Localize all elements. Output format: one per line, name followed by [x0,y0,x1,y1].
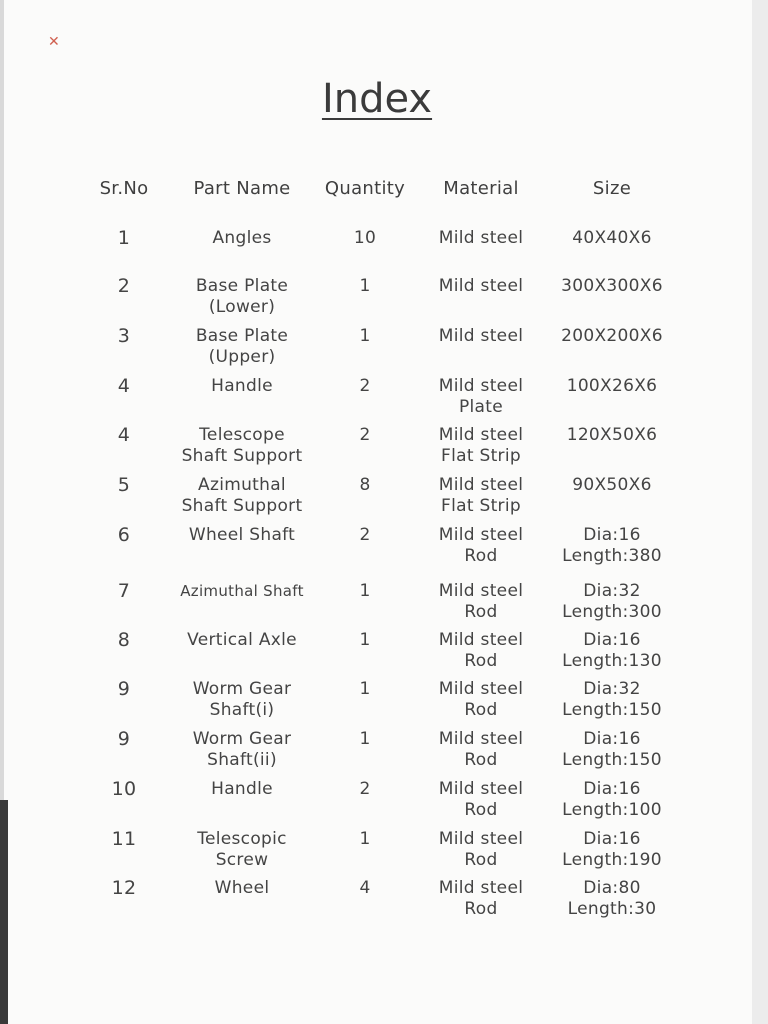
cell-part-name [164,829,320,871]
header-quantity: Quantity [324,178,406,199]
header-part-name: Part Name [193,178,291,199]
cell-size-line: 200X200X6 [561,326,663,346]
cell-size [552,679,672,721]
cell-material-line: Mild steel [438,581,524,601]
cell-part-name [164,376,320,397]
cell-size-line: Dia:16 [583,829,641,849]
cell-part-name [164,425,320,467]
cell-material [410,276,552,297]
cell-quantity-line: 1 [359,829,371,849]
cell-quantity [320,779,410,800]
cell-sr-no [84,878,164,899]
cell-material [410,376,552,418]
cell-material-line: Rod [464,750,498,770]
cell-size-line: Dia:16 [583,525,641,545]
cell-part-name [164,276,320,318]
cell-quantity-line: 2 [359,376,371,396]
cell-part-name-line: Azimuthal Shaft [180,582,304,600]
cell-part-name-line: Base Plate [195,326,289,346]
cell-part-name-line: Shaft(i) [209,700,275,720]
cell-sr-no [84,779,164,800]
cell-size-line: 300X300X6 [561,276,663,296]
cell-size [552,376,672,397]
cell-sr-no [84,630,164,651]
cell-part-name-line: Angles [212,228,272,248]
cell-part-name-line: Worm Gear [192,679,292,699]
cell-quantity-line: 8 [359,475,371,495]
cell-part-name [164,475,320,517]
cell-material-line: Mild steel [438,276,524,296]
cell-part-name-line: Handle [211,376,273,396]
cell-part-name-line: Azimuthal [198,475,286,495]
cell-material-line: Mild steel [438,679,524,699]
cell-material-line: Mild steel [438,729,524,749]
cell-sr-no [84,475,164,496]
cell-part-name [164,581,320,602]
cell-material-line: Rod [464,602,498,622]
cell-quantity-line: 2 [359,425,371,445]
cell-sr-no-line: 2 [117,275,131,297]
cell-material [410,630,552,672]
cell-sr-no-line: 3 [117,325,131,347]
cell-part-name-line: Wheel Shaft [188,525,296,545]
cell-sr-no-line: 11 [111,828,137,850]
cell-part-name [164,525,320,546]
cell-quantity-line: 1 [359,630,371,650]
cell-material-line: Rod [464,899,498,919]
cell-size [552,729,672,771]
cell-material [410,228,552,249]
cell-size [552,630,672,672]
cell-size-line: Length:150 [562,700,662,720]
cell-size [552,525,672,567]
cell-material-line: Rod [464,651,498,671]
header-sr-no: Sr.No [99,178,149,199]
cell-sr-no-line: 8 [117,629,131,651]
cell-size-line: Dia:16 [583,630,641,650]
cell-size-line: Length:380 [562,546,662,566]
cell-sr-no [84,525,164,546]
cell-material [410,475,552,517]
cell-sr-no [84,425,164,446]
cell-size [552,829,672,871]
cell-size-line: Length:100 [562,800,662,820]
header-material: Material [443,178,519,199]
cell-material-line: Mild steel [438,630,524,650]
cell-material [410,525,552,567]
header-size: Size [592,178,632,199]
cell-material-line: Mild steel [438,475,524,495]
cell-size-line: Dia:16 [583,729,641,749]
cell-material [410,729,552,771]
cell-quantity-line: 1 [359,276,371,296]
cell-sr-no-line: 1 [117,227,131,249]
cell-quantity-line: 1 [359,679,371,699]
cell-sr-no [84,376,164,397]
cell-sr-no-line: 10 [111,778,137,800]
cell-part-name-line: Shaft Support [181,496,303,516]
cell-size-line: Length:30 [567,899,657,919]
cell-size-line: Length:300 [562,602,662,622]
cell-part-name [164,228,320,249]
cell-sr-no [84,228,164,249]
cell-sr-no-line: 9 [117,728,131,750]
cell-material [410,326,552,347]
cell-size [552,276,672,297]
cell-sr-no-line: 4 [117,375,131,397]
page-title [4,76,750,122]
cell-quantity [320,276,410,297]
cell-quantity-line: 10 [353,228,377,248]
cell-quantity [320,581,410,602]
cell-part-name [164,326,320,368]
cell-material-line: Mild steel [438,376,524,396]
cell-material [410,829,552,871]
cell-sr-no [84,829,164,850]
cell-material [410,679,552,721]
cell-quantity [320,878,410,899]
pen-mark: ✕ [48,34,60,50]
cell-part-name [164,779,320,800]
cell-sr-no-line: 7 [117,580,131,602]
cell-part-name-line: Handle [211,779,273,799]
cell-sr-no-line: 12 [111,877,137,899]
cell-size [552,878,672,920]
cell-sr-no [84,276,164,297]
cell-quantity [320,679,410,700]
cell-sr-no-line: 6 [117,524,131,546]
cell-size-line: 40X40X6 [572,228,652,248]
cell-material-line: Plate [458,397,504,417]
cell-part-name-line: (Upper) [208,347,276,367]
cell-material-line: Mild steel [438,326,524,346]
cell-quantity-line: 1 [359,581,371,601]
cell-part-name-line: Base Plate [195,276,289,296]
cell-part-name-line: Shaft Support [181,446,303,466]
cell-size [552,326,672,347]
cell-quantity [320,376,410,397]
cell-part-name-line: Screw [215,850,269,870]
cell-quantity [320,228,410,249]
cell-material-line: Mild steel [438,779,524,799]
cell-quantity [320,525,410,546]
cell-material [410,581,552,623]
cell-material-line: Mild steel [438,425,524,445]
cell-sr-no-line: 5 [117,474,131,496]
cell-quantity-line: 1 [359,326,371,346]
cell-material-line: Mild steel [438,878,524,898]
cell-size-line: Length:130 [562,651,662,671]
cell-size-line: Dia:80 [583,878,641,898]
scanned-page [4,0,752,1024]
cell-part-name-line: Wheel [214,878,270,898]
cell-quantity [320,630,410,651]
cell-quantity [320,475,410,496]
cell-quantity [320,729,410,750]
cell-material-line: Rod [464,546,498,566]
cell-material-line: Rod [464,850,498,870]
cell-quantity-line: 1 [359,729,371,749]
cell-sr-no-line: 9 [117,678,131,700]
cell-part-name-line: Worm Gear [192,729,292,749]
cell-quantity-line: 2 [359,779,371,799]
cell-sr-no [84,729,164,750]
cell-size [552,228,672,249]
cell-size-line: 90X50X6 [572,475,652,495]
cell-sr-no-line: 4 [117,424,131,446]
cell-size-line: Dia:32 [583,581,641,601]
title-text: Index [321,76,433,122]
cell-quantity [320,425,410,446]
cell-part-name [164,630,320,651]
page-edge [752,0,768,1024]
cell-quantity-line: 4 [359,878,371,898]
cell-size-line: 100X26X6 [566,376,658,396]
cell-part-name-line: Shaft(ii) [207,750,277,770]
cell-part-name-line: Telescope [199,425,285,445]
cell-size [552,581,672,623]
cell-quantity-line: 2 [359,525,371,545]
cell-material [410,878,552,920]
cell-sr-no [84,679,164,700]
cell-material-line: Rod [464,700,498,720]
cell-size-line: Length:190 [562,850,662,870]
cell-size [552,425,672,446]
cell-part-name-line: (Lower) [208,297,276,317]
cell-quantity [320,326,410,347]
cell-quantity [320,829,410,850]
cell-material-line: Mild steel [438,228,524,248]
cell-size-line: Dia:16 [583,779,641,799]
cell-size [552,475,672,496]
cell-size-line: Length:150 [562,750,662,770]
cell-size-line: 120X50X6 [566,425,658,445]
cell-material-line: Flat Strip [441,496,521,516]
cell-size [552,779,672,821]
cell-sr-no [84,326,164,347]
cell-part-name [164,878,320,899]
cell-part-name [164,679,320,721]
cell-material-line: Mild steel [438,525,524,545]
cell-material [410,425,552,467]
cell-material-line: Flat Strip [441,446,521,466]
cell-sr-no [84,581,164,602]
cell-part-name-line: Vertical Axle [187,630,297,650]
cell-size-line: Dia:32 [583,679,641,699]
cell-material-line: Mild steel [438,829,524,849]
cell-part-name-line: Telescopic [197,829,287,849]
cell-material-line: Rod [464,800,498,820]
cell-part-name [164,729,320,771]
scan-shadow [0,800,8,1024]
cell-material [410,779,552,821]
